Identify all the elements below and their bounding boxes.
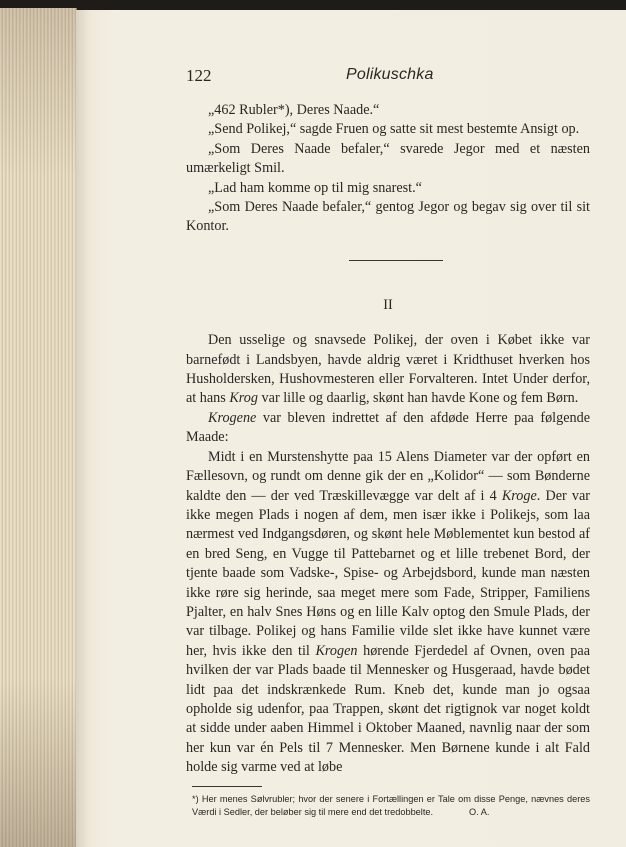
paragraph-text: . Der var ikke megen Plads i nogen af dem, men især ikke i Polikejs, som laa nærmest ved Indgangsdøren, og skønt hele Møblementet kun bestod af en bred Seng, en Vugge til Pattebarnet og et lille trebenet Bord, der tjente baade som Vadske-, Spise- og Arbejdsbord, kunde man næsten ikke røre sig herinde, saa meget mere som Fade, Stripper, Familiens Pjalter, en halv Snes Høns og en lille Kalv optog den Smule Plads, der var tilbage. Polikej og hans Familie vilde slet ikke have kunnet være her, hvis ikke den til [186,487,590,659]
running-header [186,66,596,86]
paragraph-text: hørende Fjerdedel af Ovnen, oven paa hvilken der var Plads baade til Mennesker og Husgeraad, havde bødet lidt paa det indskrænkede Rum. Kneb det, kunde man jo ogsaa opholde sig udenfor, paa Trappen, skønt det rigtignok var noget koldt at sidde under aaben Himmel i Oktober Maaned, navnlig naar der som her kun var én Pels til 7 Mennesker. Men Børnene kunde i alt Fald holde sig varme ved at løbe [186,642,590,776]
dialogue-line: „462 Rubler*), Deres Naade.“ [208,102,380,118]
paragraph-text: var bleven indrettet af den afdøde Herre paa følgende Maade: [186,409,590,446]
paragraph-text: Den usselige og snavsede Polikej, der oven i Købet ikke var barnefødt i Landsbyen, havde aldrig været i Kridthuset hverken hos Husholdersken, Hushovmesteren eller Forvalteren. Intet Under derfor, at hans [186,332,590,407]
page-edges-shading [0,8,76,847]
dialogue-line: „Som Deres Naade befaler,“ svarede Jegor med et næsten umærkeligt Smil. [186,140,590,177]
page-number: 122 [186,66,212,85]
footnote-rule [192,786,262,787]
emphasis-text: Kroge [501,487,537,504]
dialogue-line: „Send Polikej,“ sagde Fruen og satte sit mest bestemte Ansigt op. [208,121,580,138]
dialogue-line: „Som Deres Naade befaler,“ gentog Jegor og begav sig over til sit Kontor. [186,199,590,235]
emphasis-text: Krogen [315,642,358,659]
running-title: Polikuschka [346,66,434,83]
page-body [186,101,590,819]
footnote-signature: O. A. [469,806,490,817]
dialogue-line: „Lad ham komme op til mig snarest.“ [208,179,422,196]
paragraph [186,448,590,778]
paragraph [186,331,590,409]
paragraph-text: var lille og daarlig, skønt han havde Kone og fem Børn. [258,390,579,407]
scan-top-border [0,0,626,10]
paragraph [186,409,590,448]
footnote [186,793,590,819]
emphasis-text: Krog [229,390,258,407]
emphasis-text: Krogene [208,409,257,426]
section-divider [349,260,443,261]
section-heading: II [383,296,393,313]
footnote-text: *) Her menes Sølvrubler; hvor der senere i Fortællingen er Tale om disse Penge, nævnes deres Værdi i Sedler, der beløber sig til mere end det tredobbelte. [192,793,590,817]
paragraph-text: Midt i en Murstenshytte paa 15 Alens Diameter var der opført en Fællesovn, og rundt om denne gik der en „Kolidor“ — som Bønderne kaldte den — der ved Træskillevægge var delt af i 4 [186,448,590,504]
